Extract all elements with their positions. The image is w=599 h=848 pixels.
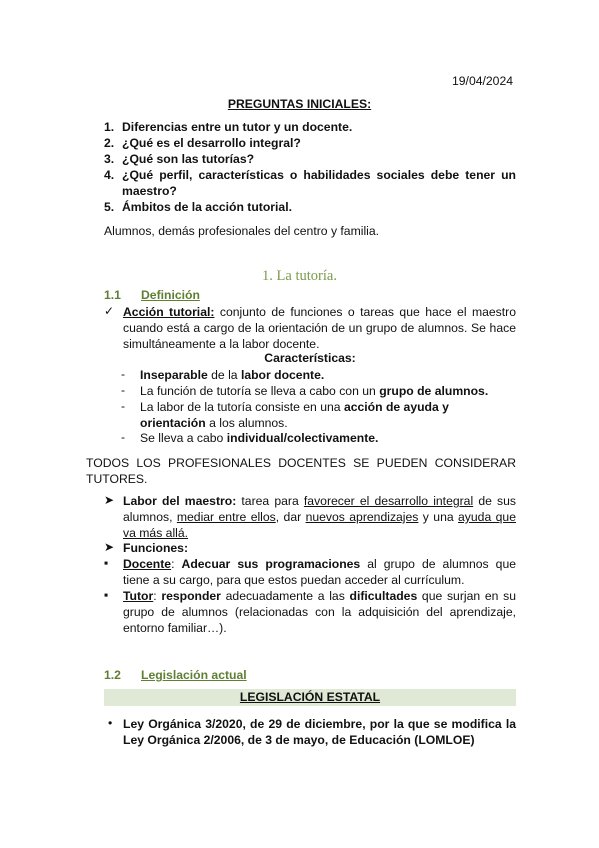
subsection-label: Definición: [141, 288, 200, 302]
bold-text: responder: [161, 589, 221, 603]
text: de sus alumnos,: [123, 494, 517, 524]
question-number: 3.: [104, 152, 115, 166]
definition-term: Acción tutorial:: [123, 305, 215, 319]
text: :: [153, 589, 162, 603]
characteristic-item: [140, 430, 516, 446]
question-text: ¿Qué perfil, características o habilidades sociales debe tener un maestro?: [122, 168, 516, 198]
answer-line: Alumnos, demás profesionales del centro y familia.: [104, 224, 380, 238]
check-icon: ✓: [104, 304, 115, 318]
dash-marker: -: [121, 430, 126, 444]
text: adecuadamente a las: [220, 589, 350, 603]
text: que surjan en su grupo de alumnos (relacionadas con la adquisición del aprendizaje, entorno familiar…).: [123, 589, 516, 635]
question-5: [104, 199, 516, 215]
section-heading: 1. La tutoría.: [262, 268, 337, 284]
law-item: Ley Orgánica 3/2020, de 29 de diciembre, por la que se modifica la Ley Orgánica 2/2006, de 3 de mayo, de Educación (LOMLOE): [123, 717, 516, 747]
all-teachers-paragraph: TODOS LOS PROFESIONALES DOCENTES SE PUEDEN CONSIDERAR TUTORES.: [86, 456, 516, 486]
question-4: [104, 167, 516, 199]
state-legislation-banner: [104, 689, 516, 706]
definition-paragraph: [123, 304, 516, 352]
characteristic-item: [140, 367, 516, 383]
definition-text: conjunto de funciones o tareas que hace el maestro cuando está a cargo de la orientación de un grupo de alumnos. Se hace simultáneamente a la labor docente.: [123, 305, 516, 351]
characteristic-item: [140, 399, 516, 431]
text: a los alumnos.: [205, 416, 288, 430]
square-bullet-icon: ▪: [104, 556, 109, 570]
question-number: 2.: [104, 136, 115, 150]
question-number: 4.: [104, 168, 115, 182]
labor-paragraph: [123, 493, 516, 541]
tutor-paragraph: [123, 588, 516, 636]
text: y una: [418, 510, 459, 524]
text: tarea para: [236, 494, 304, 508]
text: Se lleva a cabo: [140, 431, 227, 445]
bold-text: individual/colectivamente.: [226, 431, 379, 445]
bold-text: Adecuar sus programaciones: [181, 557, 361, 571]
underlined-text: nuevos aprendizajes: [305, 510, 419, 524]
text: La labor de la tutoría consiste en una: [140, 400, 344, 414]
underlined-text: favorecer el desarrollo integral: [303, 494, 474, 508]
question-text: ¿Qué son las tutorías?: [122, 152, 255, 166]
dash-marker: -: [121, 383, 126, 397]
underlined-text: mediar entre ellos: [176, 510, 276, 524]
arrow-icon: ➤: [104, 540, 115, 554]
subsection-heading-legislacion: [104, 668, 247, 682]
bold-text: dificultades: [349, 589, 418, 603]
arrow-icon: ➤: [104, 493, 115, 507]
subsection-number: 1.2: [104, 668, 121, 682]
docente-paragraph: [123, 556, 516, 588]
square-bullet-icon: ▪: [104, 588, 109, 602]
subsection-number: 1.1: [104, 288, 121, 302]
text: de la: [207, 368, 241, 382]
bold-text: labor docente.: [240, 368, 325, 382]
characteristics-title: Características:: [264, 351, 356, 365]
question-number: 5.: [104, 200, 115, 214]
labor-term: Labor del maestro:: [123, 494, 237, 508]
date: 19/04/2024: [452, 74, 513, 88]
bullet-icon: •: [108, 716, 113, 730]
underlined-text: ayuda que va más allá.: [123, 510, 516, 540]
docente-term: Docente: [123, 557, 172, 571]
question-2: [104, 135, 516, 151]
banner-title: LEGISLACIÓN ESTATAL: [239, 690, 381, 704]
bold-text: Inseparable: [140, 368, 208, 382]
question-1: [104, 119, 516, 135]
characteristic-item: [140, 383, 516, 399]
text: La función de tutoría se lleva a cabo con un: [140, 384, 380, 398]
text: :: [171, 557, 182, 571]
dash-marker: -: [121, 367, 126, 381]
functions-title: Funciones:: [123, 541, 189, 555]
bold-text: acción de ayuda y orientación: [140, 400, 449, 430]
subsection-heading-definicion: [104, 288, 200, 302]
question-3: [104, 151, 516, 167]
tutor-term: Tutor: [123, 589, 154, 603]
question-number: 1.: [104, 120, 115, 134]
question-text: Ámbitos de la acción tutorial.: [122, 200, 292, 214]
subsection-label: Legislación actual: [141, 668, 247, 682]
text: , dar: [275, 510, 306, 524]
bold-text: grupo de alumnos.: [379, 384, 489, 398]
question-text: ¿Qué es el desarrollo integral?: [122, 136, 301, 150]
dash-marker: -: [121, 399, 126, 413]
question-text: Diferencias entre un tutor y un docente.: [122, 120, 353, 134]
page-title: PREGUNTAS INICIALES:: [227, 97, 372, 111]
text: al grupo de alumnos que tiene a su cargo, para que estos puedan acceder al currículum.: [123, 557, 516, 587]
